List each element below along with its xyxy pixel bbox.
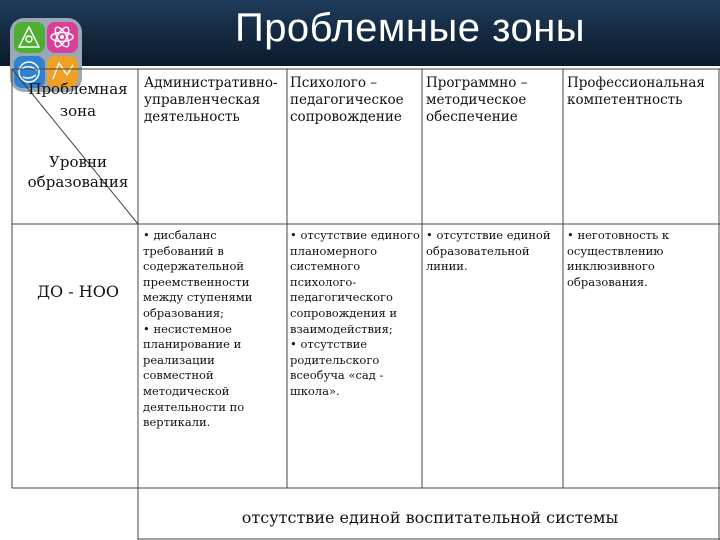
column-header: Программно – методическое обеспечение [426,75,528,125]
table-cell: • отсутствие единой образовательной линии. [426,228,551,274]
row-label: ДО - НОО [37,282,119,301]
column-header: Психолого – педагогическое сопровождение [290,75,404,125]
table-cell: • дисбаланс требований в содержательной преемственности между ступенями образования; • несистемное планирование и реализации совместной методической деятельности по вертикали. [143,228,253,430]
column-header: Профессиональная компетентность [567,75,705,108]
column-header: Административно-управленческая деятельность [144,75,278,125]
page-title: Проблемные зоны [234,6,586,50]
corner-label-levels: Уровни образования [27,153,129,191]
title-bar [0,0,720,66]
corner-label-zone: Проблемная зона [28,80,128,120]
table-cell: • неготовность к осуществлению инклюзивного образования. [567,228,670,289]
table-cell: • отсутствие единого планомерного системного психолого-педагогического сопровождения и взаимодействия; • отсутствие родительского всеобуча «сад - школа». [290,228,420,398]
footer-row-text: отсутствие единой воспитательной системы [241,508,619,527]
